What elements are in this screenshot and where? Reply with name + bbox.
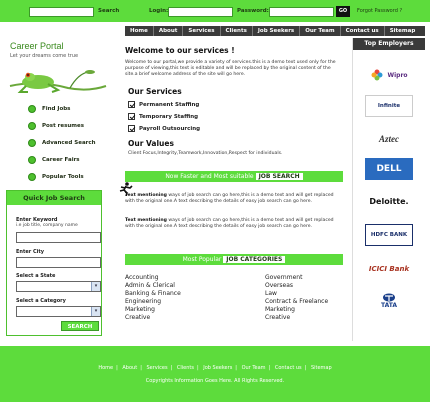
nav-contact-us[interactable]: Contact us (341, 26, 385, 36)
employer-logo-infinite[interactable] (365, 95, 413, 117)
main-nav (125, 26, 425, 36)
service-label: Temporary Staffing (139, 113, 199, 120)
go-button[interactable]: GO (336, 6, 350, 17)
state-label: Select a State (16, 273, 56, 279)
categories-left (125, 274, 181, 323)
category-link[interactable]: Overseas (265, 282, 294, 290)
city-label: Enter City (16, 249, 44, 255)
bullet-icon (28, 173, 36, 181)
forgot-password-link[interactable]: Forgot Password ? (357, 8, 403, 14)
nav-home[interactable]: Home (125, 26, 154, 36)
categories-banner (125, 254, 343, 265)
site-logo-title[interactable]: Career Portal (10, 41, 64, 51)
news-lead: Text mentioning (125, 218, 167, 223)
bullet-icon (28, 139, 36, 147)
bullet-icon (28, 122, 36, 130)
top-employers-title: Top Employers (353, 38, 425, 50)
values-title: Our Values (128, 139, 174, 148)
state-select[interactable] (16, 281, 101, 292)
nav-job-seekers[interactable]: Job Seekers (253, 26, 300, 36)
checkbox-icon (128, 113, 135, 120)
categories-right (265, 274, 328, 323)
employer-name: DELL (376, 164, 402, 174)
menu-label: Advanced Search (42, 139, 96, 146)
menu-career-fairs[interactable] (28, 151, 116, 168)
left-menu (28, 100, 116, 185)
keyword-hint: i.e job title, company name (16, 223, 78, 228)
welcome-title: Welcome to our services ! (125, 46, 235, 55)
banner-highlight: JOB CATEGORIES (223, 256, 285, 263)
category-link[interactable]: Admin & Clerical (125, 282, 175, 290)
banner-highlight: JOB SEARCH (256, 173, 303, 180)
service-item (128, 113, 198, 120)
news-lead: Text mentioning (125, 193, 167, 198)
category-label: Select a Category (16, 298, 66, 304)
login-label: Login: (149, 8, 169, 14)
welcome-text: Welcome to our portal,we provide a variety of services.this is a demo text used only for the purpose of viewing,this text is editable and will be replaced by the original content of the site.a brief welcome address of the site will go here. (125, 60, 336, 77)
city-input[interactable] (16, 257, 101, 268)
menu-post-resumes[interactable] (28, 117, 116, 134)
frog-logo-icon (8, 66, 108, 98)
news-text: ways of job search can go here,this is a demo text and will get replaced with the original one.A text describing the details of easy job search can go here. (125, 193, 334, 204)
news-item (125, 218, 343, 230)
chevron-down-icon: ▾ (91, 282, 100, 291)
menu-advanced-search[interactable] (28, 134, 116, 151)
footer-link-sitemap[interactable]: Sitemap (310, 365, 332, 371)
values-text: Client Focus,Integrity,Teamwork,Innovation,Respect for individuals. (128, 151, 283, 156)
footer-link-contact-us[interactable]: Contact us (274, 365, 302, 371)
chevron-down-icon: ▾ (91, 307, 100, 316)
banner-text: Now Faster and Most suitable (165, 173, 254, 180)
menu-label: Popular Tools (42, 173, 84, 180)
bullet-icon (28, 105, 36, 113)
employer-name: Deloitte. (369, 196, 409, 206)
employer-name: Infinite (377, 103, 401, 109)
news-item (125, 193, 343, 205)
employer-name: ICICI Bank (368, 265, 410, 273)
keyword-input[interactable] (16, 232, 101, 243)
password-field[interactable] (269, 7, 334, 17)
quick-search-button[interactable]: SEARCH (61, 321, 99, 331)
footer-link-job-seekers[interactable]: Job Seekers (203, 365, 233, 371)
employer-logo-aztec[interactable] (365, 128, 413, 150)
category-link[interactable]: Creative (125, 314, 151, 322)
category-link[interactable]: Marketing (265, 306, 295, 314)
site-tagline: Let your dreams come true (10, 53, 79, 59)
employer-logo-hdfc[interactable] (365, 224, 413, 246)
bullet-icon (28, 156, 36, 164)
category-link[interactable]: Banking & Finance (125, 290, 181, 298)
menu-popular-tools[interactable] (28, 168, 116, 185)
nav-services[interactable]: Services (183, 26, 220, 36)
footer-link-clients[interactable]: Clients (176, 365, 194, 371)
tata-emblem-icon (382, 293, 396, 302)
site-search-input[interactable] (29, 7, 94, 17)
employer-logo-icici[interactable] (365, 258, 413, 280)
wipro-flower-icon (370, 68, 384, 82)
top-employers-panel (352, 38, 425, 341)
nav-about[interactable]: About (154, 26, 184, 36)
category-select[interactable] (16, 306, 101, 317)
employer-logo-wipro[interactable] (365, 64, 413, 86)
site-search-button[interactable]: Search (98, 8, 120, 14)
nav-our-team[interactable]: Our Team (300, 26, 340, 36)
job-search-banner (125, 171, 343, 182)
employer-name: Wipro (387, 71, 408, 79)
menu-find-jobs[interactable] (28, 100, 116, 117)
category-link[interactable]: Marketing (125, 306, 155, 314)
category-link[interactable]: Government (265, 274, 303, 281)
employer-name: TATA (380, 302, 398, 309)
keyword-label: Enter Keyword (16, 217, 58, 223)
quick-search-title: Quick Job Search (7, 191, 101, 205)
service-item (128, 101, 199, 108)
category-link[interactable]: Engineering (125, 298, 161, 306)
services-title: Our Services (128, 87, 182, 96)
employer-name: Aztec (379, 134, 399, 144)
employer-logo-tata[interactable] (365, 290, 413, 312)
checkbox-icon (128, 101, 135, 108)
nav-sitemap[interactable]: Sitemap (389, 28, 416, 34)
service-label: Payroll Outsourcing (139, 125, 201, 132)
top-bar (0, 0, 430, 22)
checkbox-icon (128, 125, 135, 132)
footer-link-services[interactable]: Services (146, 365, 168, 371)
quick-job-search-panel (6, 190, 102, 336)
banner-text: Most Popular (182, 256, 222, 263)
footer-link-our-team[interactable]: Our Team (241, 365, 266, 371)
service-label: Permanent Staffing (139, 101, 200, 108)
category-link[interactable]: Contract & Freelance (265, 298, 329, 306)
copyright-text: Copyrights Information Goes Here. All Rights Reserved. (145, 378, 285, 384)
footer-link-about[interactable]: About (122, 365, 138, 371)
nav-clients[interactable]: Clients (221, 26, 253, 36)
login-field[interactable] (168, 7, 233, 17)
employer-logo-deloitte[interactable] (365, 190, 413, 212)
footer (0, 346, 430, 402)
employer-logo-dell[interactable] (365, 158, 413, 180)
employer-name: HDFC BANK (370, 232, 408, 238)
footer-link-home[interactable]: Home (98, 365, 114, 371)
footer-links: Home | About | Services | Clients | Job Seekers | Our Team | Contact us | Sitemap (0, 365, 430, 371)
menu-label: Career Fairs (42, 156, 80, 163)
password-label: Password: (237, 8, 269, 14)
category-link[interactable]: Law (265, 290, 277, 298)
category-link[interactable]: Accounting (125, 274, 159, 281)
menu-label: Find Jobs (42, 105, 71, 112)
service-item (128, 125, 200, 132)
news-text: ways of job search can go here,this is a demo text and will get replaced with the original one.A text describing the details of easy job search can go here. (125, 218, 334, 229)
category-link[interactable]: Creative (265, 314, 291, 322)
menu-label: Post resumes (42, 122, 84, 129)
